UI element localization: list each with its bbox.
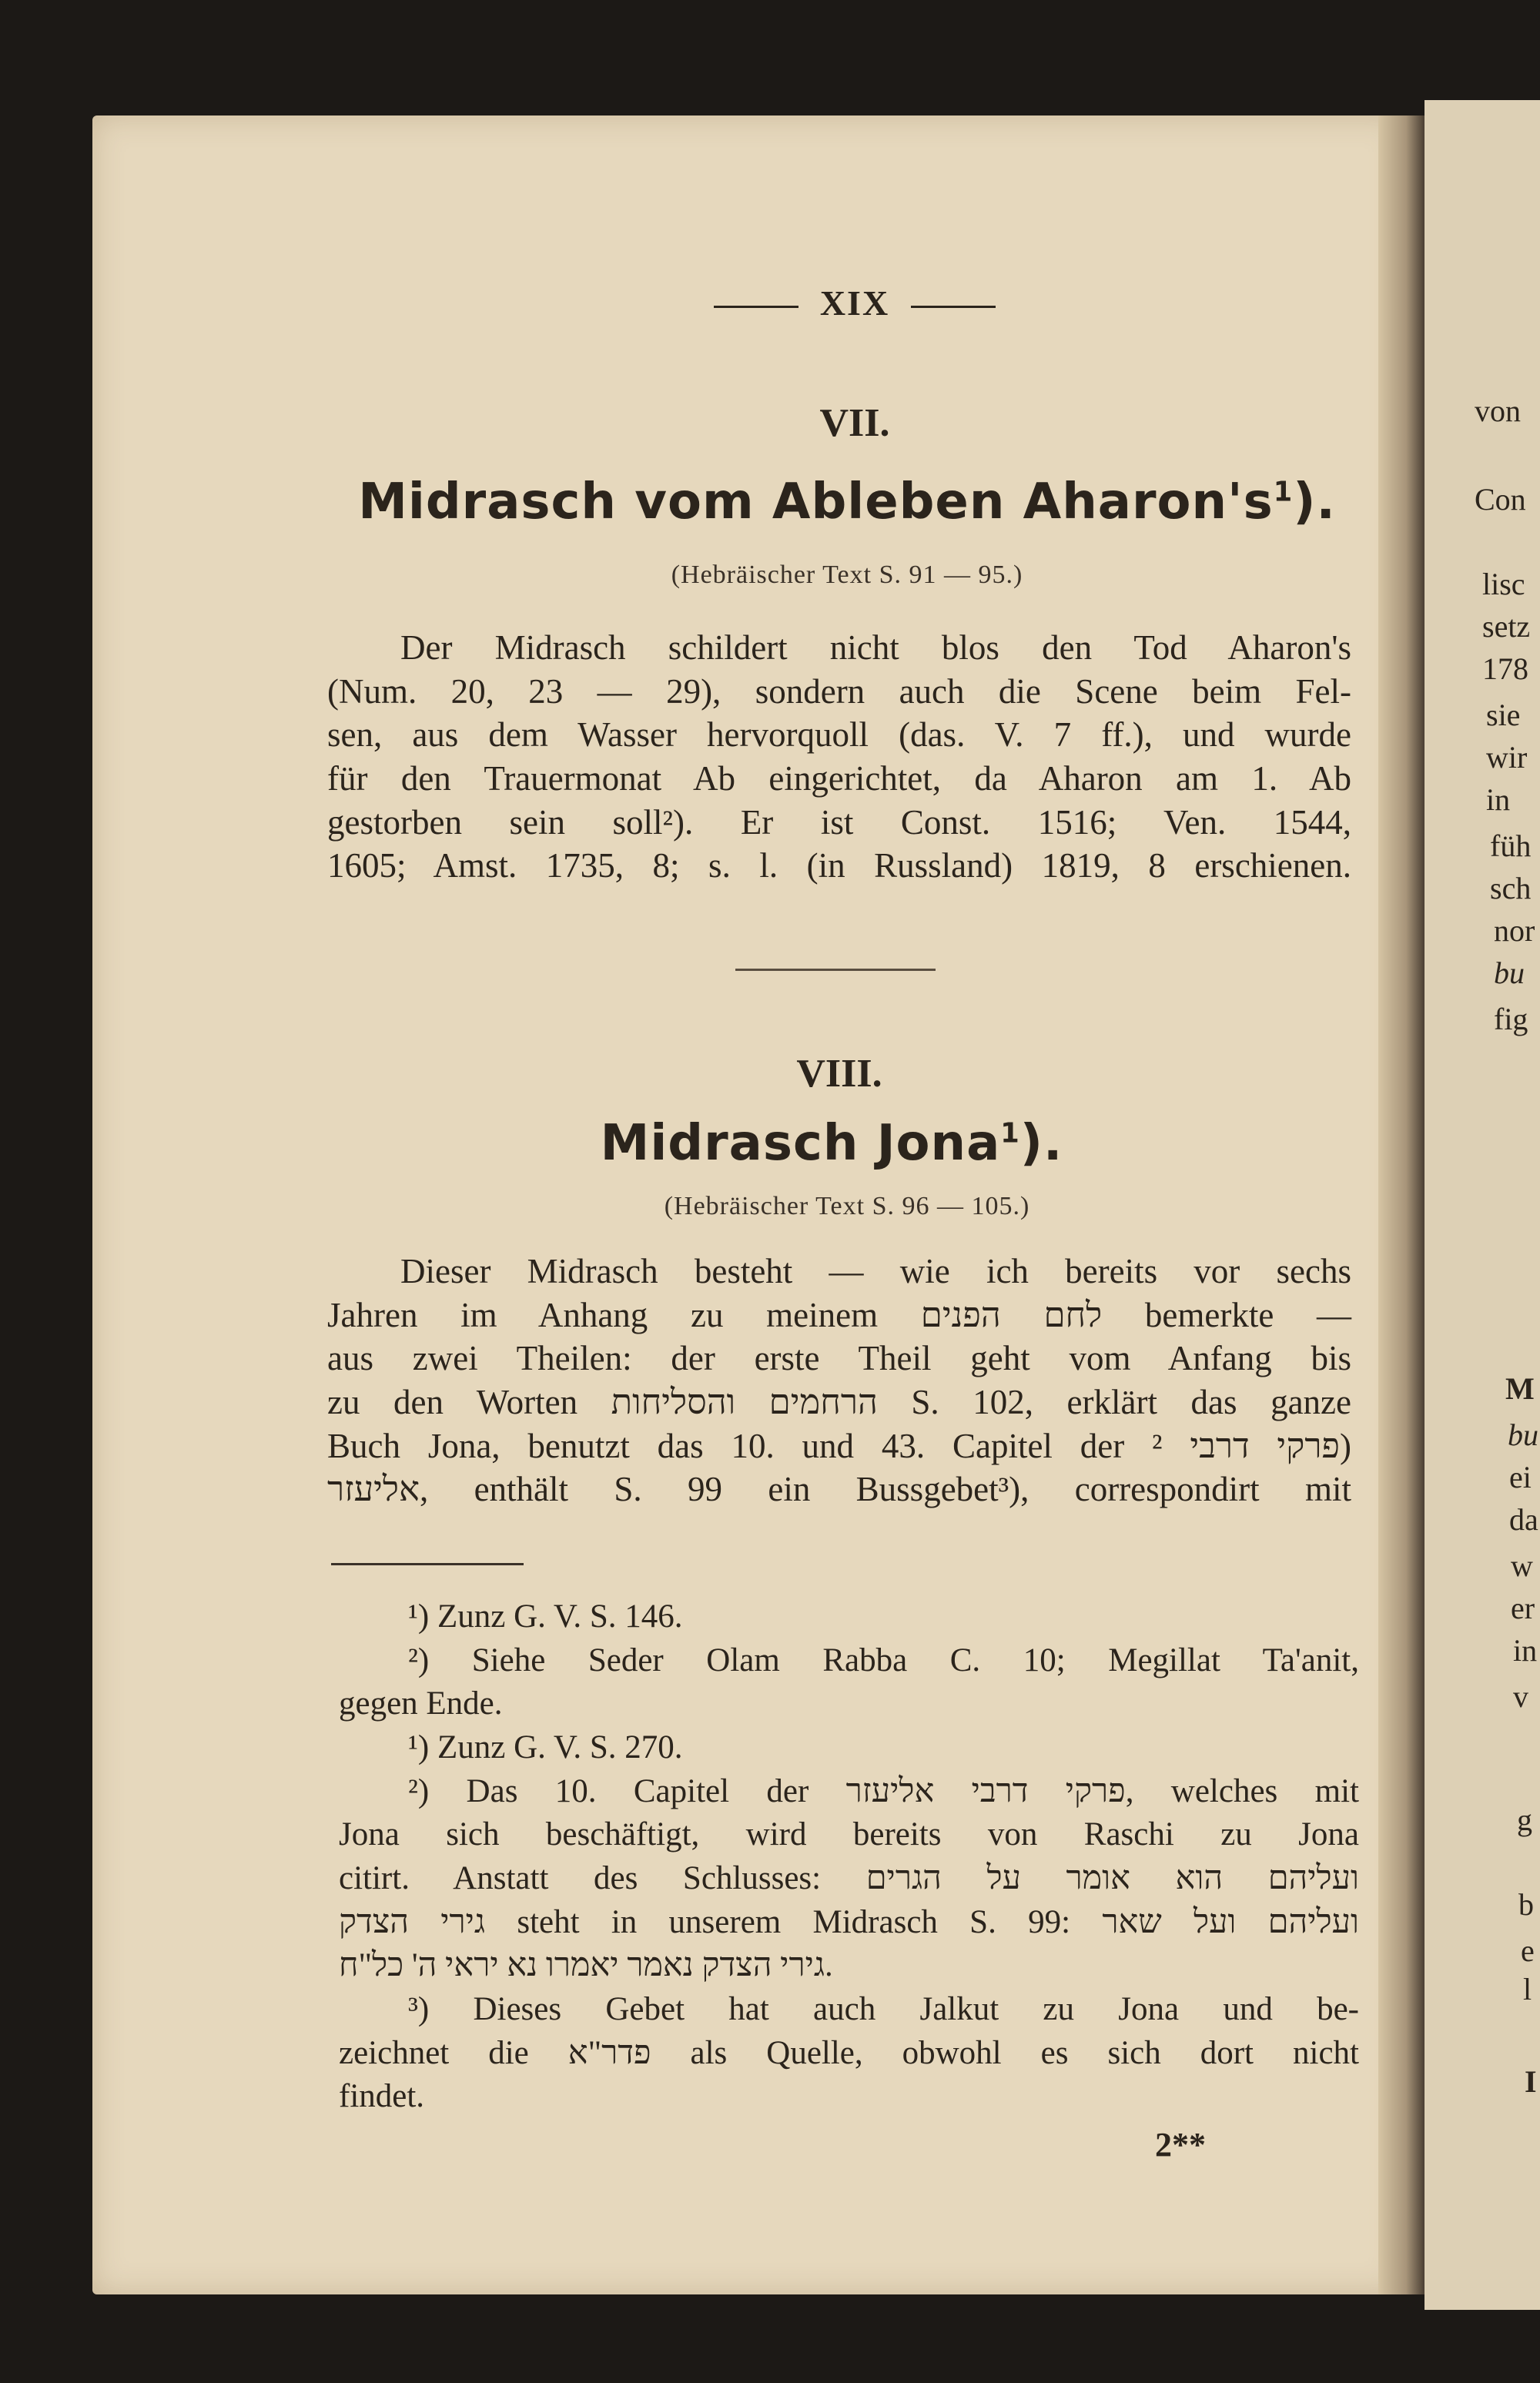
section-title-text: Midrasch Jona bbox=[600, 1115, 1001, 1172]
footnote-line: גירי הצדק steht in unserem Midrasch S. 99: ועליהם ועל שאר bbox=[339, 1904, 1359, 1940]
footnote-line: ²) Siehe Seder Olam Rabba C. 10; Megillat Ta'anit, bbox=[408, 1642, 1359, 1678]
body-line: aus zwei Theilen: der erste Theil geht vom Anfang bis bbox=[327, 1339, 1351, 1377]
next-page-fragment: nor bbox=[1494, 913, 1535, 948]
next-page-fragment: setz bbox=[1482, 609, 1531, 644]
body-line: sen, aus dem Wasser hervorquoll (das. V. 7 ff.), und wurde bbox=[327, 715, 1351, 754]
running-head bbox=[0, 283, 1540, 323]
hebrew-text-reference: (Hebräischer Text S. 91 — 95.) bbox=[671, 561, 1023, 589]
next-page-fragment: sch bbox=[1490, 871, 1532, 905]
body-line: Dieser Midrasch besteht — wie ich bereits vor sechs bbox=[400, 1252, 1351, 1290]
body-line: (Num. 20, 23 — 29), sondern auch die Scene beim Fel- bbox=[327, 672, 1351, 711]
next-page-fragment: b bbox=[1518, 1887, 1534, 1922]
next-page-fragment: I bbox=[1525, 2064, 1537, 2099]
section-title: Midrasch Jona$^1$). bbox=[600, 1115, 1063, 1172]
next-page-fragment: wir bbox=[1486, 740, 1528, 775]
body-line: 1605; Amst. 1735, 8; s. l. (in Russland) 1819, 8 erschienen. bbox=[327, 846, 1351, 885]
footnote-line: findet. bbox=[339, 2078, 425, 2114]
section-divider bbox=[735, 969, 936, 971]
footnote-line: zeichnet die פדר"א als Quelle, obwohl es sich dort nicht bbox=[339, 2035, 1359, 2071]
head-rule-right bbox=[911, 306, 996, 308]
next-page-fragment: in bbox=[1486, 782, 1511, 817]
next-page-fragment: füh bbox=[1490, 828, 1532, 863]
next-page-fragment: M bbox=[1505, 1371, 1535, 1406]
next-page-fragment: er bbox=[1511, 1591, 1535, 1625]
head-rule-left bbox=[714, 306, 798, 308]
page-number: XIX bbox=[819, 283, 890, 323]
body-line: zu den Worten הרחמים והסליחות S. 102, erklärt das ganze bbox=[327, 1383, 1351, 1421]
footnote-line: ¹) Zunz G. V. S. 270. bbox=[408, 1729, 683, 1765]
next-page-fragment: da bbox=[1509, 1502, 1538, 1537]
next-page-fragment: sie bbox=[1486, 698, 1521, 732]
next-page-fragment: e bbox=[1521, 1933, 1535, 1968]
footnote-line: Jona sich beschäftigt, wird bereits von Raschi zu Jona bbox=[339, 1816, 1359, 1853]
next-page-fragment: Con bbox=[1475, 482, 1526, 517]
body-line: gestorben sein soll²). Er ist Const. 1516; Ven. 1544, bbox=[327, 803, 1351, 842]
next-page-fragment: ei bbox=[1509, 1460, 1532, 1494]
next-page-fragment: in bbox=[1513, 1633, 1538, 1668]
body-line: für den Trauermonat Ab eingerichtet, da Aharon am 1. Ab bbox=[327, 759, 1351, 798]
next-page-fragment: g bbox=[1517, 1802, 1532, 1837]
body-line: אליעזר, enthält S. 99 ein Bussgebet³), correspondirt mit bbox=[327, 1470, 1351, 1508]
next-page-fragment: w bbox=[1511, 1548, 1533, 1583]
next-page-fragment: v bbox=[1513, 1679, 1528, 1714]
section-title-text: Midrasch vom Ableben Aharon's bbox=[358, 474, 1274, 530]
next-page-fragment: von bbox=[1475, 393, 1521, 428]
footnote-line: גירי הצדק נאמר יאמרו נא יראי ה' כל"ח. bbox=[339, 1947, 833, 1983]
next-page-fragment: lisc bbox=[1482, 567, 1525, 601]
hebrew-text-reference: (Hebräischer Text S. 96 — 105.) bbox=[664, 1192, 1030, 1220]
footnote-line: citirt. Anstatt des Schlusses: ועליהם הוא אומר על הגרים bbox=[339, 1860, 1359, 1896]
body-line: Jahren im Anhang zu meinem לחם הפנים bemerkte — bbox=[327, 1296, 1351, 1334]
footnote-marker: 1 bbox=[1000, 1117, 1020, 1150]
next-page-fragment: 178 bbox=[1482, 651, 1528, 686]
footnote-rule bbox=[331, 1563, 524, 1565]
body-line: Der Midrasch schildert nicht blos den Tod Aharon's bbox=[400, 628, 1351, 667]
next-page-fragment: bu bbox=[1494, 956, 1525, 990]
footnote-marker: 1 bbox=[1273, 476, 1294, 508]
printer-signature: 2** bbox=[1155, 2126, 1206, 2164]
next-page-fragment: bu bbox=[1508, 1417, 1538, 1452]
footnote-line: ³) Dieses Gebet hat auch Jalkut zu Jona und be- bbox=[408, 1991, 1359, 2027]
footnote-line: ¹) Zunz G. V. S. 146. bbox=[408, 1598, 683, 1635]
section-number: VIII. bbox=[796, 1052, 882, 1096]
next-page-fragment: fig bbox=[1494, 1002, 1528, 1036]
footnote-line: gegen Ende. bbox=[339, 1685, 503, 1722]
section-number: VII. bbox=[819, 401, 890, 445]
next-page-fragment: l bbox=[1523, 1972, 1532, 2006]
footnote-line: ²) Das 10. Capitel der פרקי דרבי אליעזר, welches mit bbox=[408, 1773, 1359, 1809]
section-title: Midrasch vom Ableben $Aharon's^1$). bbox=[358, 474, 1336, 530]
body-line: Buch Jona, benutzt das 10. und 43. Capitel der פרקי דרבי ²) bbox=[327, 1427, 1351, 1465]
